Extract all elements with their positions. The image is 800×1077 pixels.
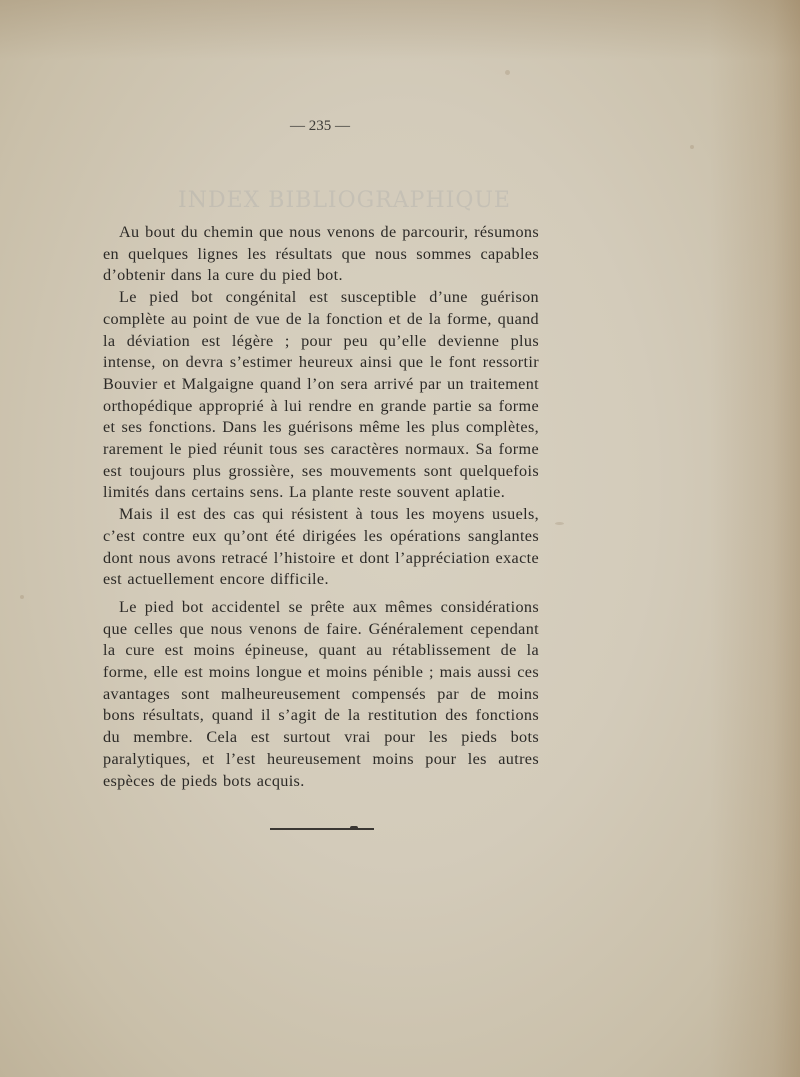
paper-spot — [555, 522, 564, 525]
paper-spot — [20, 595, 24, 599]
paragraph-4: Le pied bot accidentel se prête aux mêmes considérations que celles que nous venons de faire. Généralement cependant la cure est moins épineuse, quant au rétablissement de la forme, elle est moins longue et moins pénible ; mais aussi ces avantages sont malheureusement compensés par de moins bons résultats, quand il s’agit de la restitution des fonctions du membre. Cela est surtout vrai pour les pieds bots paralytiques, et l’est heureusement moins pour les autres espèces de pieds bots acquis. — [103, 597, 539, 790]
end-rule — [270, 828, 374, 830]
paragraph-1: Au bout du chemin que nous venons de parcourir, résumons en quelques lignes les résultats que nous sommes capables d’obtenir dans la cure du pied bot. — [103, 223, 539, 285]
paragraph-3: Mais il est des cas qui résistent à tous les moyens usuels, c’est contre eux qu’ont été dirigées les opérations sanglantes dont nous avons retracé l’histoire et dont l’appréciation exacte est actuellement encore difficile. — [103, 505, 539, 589]
end-rule-ornament — [350, 826, 358, 830]
paper-spot — [690, 145, 694, 149]
show-through-title: INDEX BIBLIOGRAPHIQUE — [178, 188, 511, 213]
paragraph-2: Le pied bot congénital est susceptible d’une guérison complète au point de vue de la fonction et de la forme, quand la déviation est légère ; pour peu qu’elle devienne plus intense, on devra s’estimer heureux ainsi que le font ressortir Bouvier et Malgaigne quand l’on sera arrivé par un traitement orthopédique approprié à lui rendre en grande partie sa forme et ses fonctions. Dans les guérisons même les plus complètes, rarement le pied réunit tous ses caractères normaux. Sa forme est toujours plus grossière, ses mouvements sont quelquefois limités dans certains sens. La plante reste souvent aplatie. — [103, 288, 539, 502]
paper-spot — [505, 70, 510, 75]
page-right-shading — [710, 0, 800, 1077]
page-number: — 235 — — [290, 118, 350, 134]
body-text — [103, 222, 539, 792]
page-top-shading — [0, 0, 800, 60]
